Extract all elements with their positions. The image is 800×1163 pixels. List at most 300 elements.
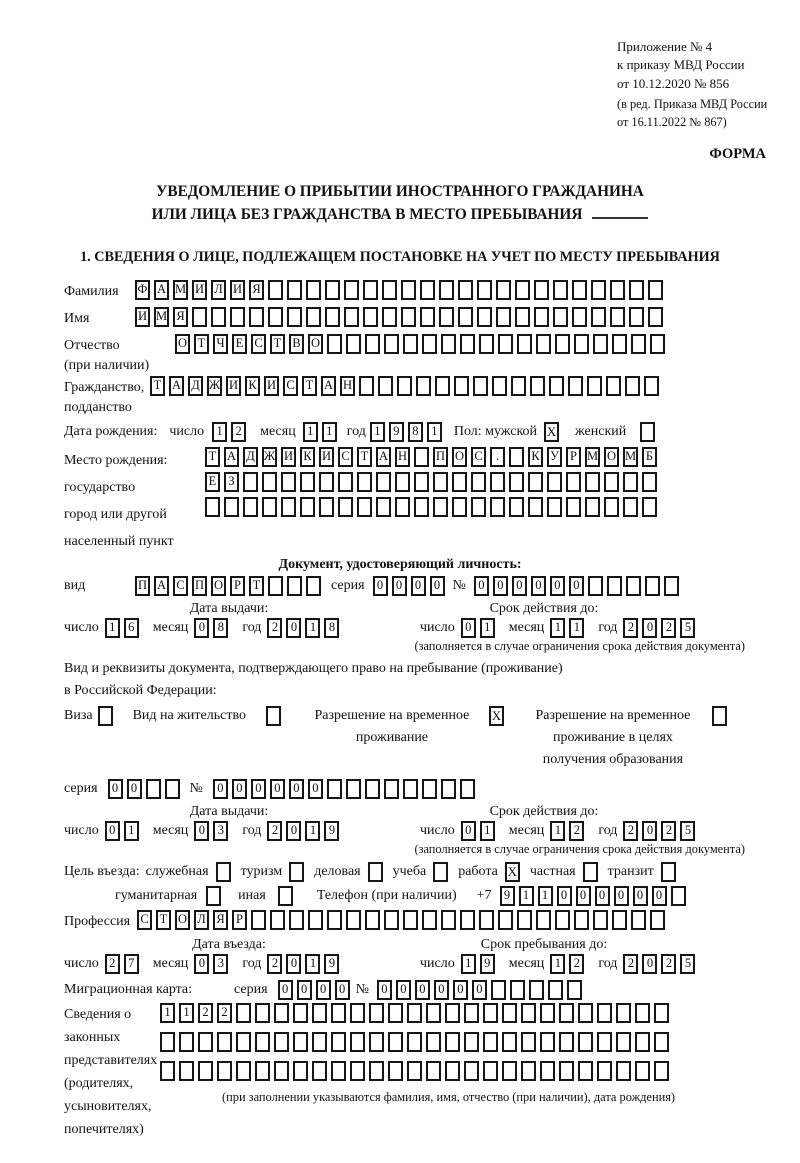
char-cell[interactable] bbox=[642, 497, 657, 517]
char-cell[interactable] bbox=[477, 280, 492, 300]
char-cell[interactable] bbox=[376, 497, 391, 517]
char-cell[interactable]: 1 bbox=[303, 422, 318, 442]
char-cell[interactable]: 9 bbox=[480, 954, 495, 974]
char-cell[interactable]: 2 bbox=[661, 821, 676, 841]
char-cell[interactable]: 1 bbox=[305, 618, 320, 638]
char-cell[interactable] bbox=[439, 307, 454, 327]
char-cell[interactable] bbox=[346, 910, 361, 930]
char-cell[interactable] bbox=[331, 1061, 346, 1081]
char-cell[interactable]: П bbox=[192, 576, 207, 596]
char-cell[interactable] bbox=[536, 910, 551, 930]
char-cell[interactable] bbox=[243, 497, 258, 517]
char-cell[interactable]: Т bbox=[156, 910, 171, 930]
char-cell[interactable] bbox=[496, 280, 511, 300]
char-cell[interactable] bbox=[376, 472, 391, 492]
char-cell[interactable]: 0 bbox=[286, 954, 301, 974]
char-cell[interactable]: 7 bbox=[124, 954, 139, 974]
char-cell[interactable] bbox=[498, 334, 513, 354]
char-cell[interactable] bbox=[471, 472, 486, 492]
char-cell[interactable]: Т bbox=[150, 376, 165, 396]
char-cell[interactable]: 0 bbox=[127, 779, 142, 799]
char-cell[interactable] bbox=[211, 307, 226, 327]
visa-checkbox[interactable] bbox=[98, 706, 113, 726]
char-cell[interactable]: В bbox=[289, 334, 304, 354]
char-cell[interactable]: 2 bbox=[267, 954, 282, 974]
char-cell[interactable] bbox=[198, 1032, 213, 1052]
char-cell[interactable] bbox=[612, 910, 627, 930]
char-cell[interactable]: С bbox=[251, 334, 266, 354]
char-cell[interactable]: 8 bbox=[408, 422, 423, 442]
char-cell[interactable] bbox=[664, 576, 679, 596]
char-cell[interactable] bbox=[344, 280, 359, 300]
char-cell[interactable]: 3 bbox=[213, 954, 228, 974]
char-cell[interactable] bbox=[540, 1003, 555, 1023]
char-cell[interactable]: М bbox=[623, 447, 638, 467]
char-cell[interactable] bbox=[350, 1003, 365, 1023]
char-cell[interactable] bbox=[249, 307, 264, 327]
char-cell[interactable] bbox=[593, 910, 608, 930]
char-cell[interactable] bbox=[319, 497, 334, 517]
char-cell[interactable] bbox=[395, 497, 410, 517]
char-cell[interactable] bbox=[384, 334, 399, 354]
char-cell[interactable]: С bbox=[137, 910, 152, 930]
char-cell[interactable] bbox=[479, 334, 494, 354]
char-cell[interactable] bbox=[407, 1061, 422, 1081]
char-cell[interactable] bbox=[452, 472, 467, 492]
char-cell[interactable]: 1 bbox=[305, 821, 320, 841]
char-cell[interactable] bbox=[378, 376, 393, 396]
purpose-business-checkbox[interactable] bbox=[368, 862, 383, 882]
char-cell[interactable] bbox=[597, 1003, 612, 1023]
char-cell[interactable] bbox=[274, 1003, 289, 1023]
char-cell[interactable] bbox=[568, 376, 583, 396]
char-cell[interactable] bbox=[517, 334, 532, 354]
char-cell[interactable]: М bbox=[173, 280, 188, 300]
char-cell[interactable] bbox=[270, 910, 285, 930]
char-cell[interactable] bbox=[648, 307, 663, 327]
char-cell[interactable] bbox=[572, 307, 587, 327]
char-cell[interactable] bbox=[287, 307, 302, 327]
char-cell[interactable] bbox=[255, 1061, 270, 1081]
char-cell[interactable]: И bbox=[281, 447, 296, 467]
char-cell[interactable]: Л bbox=[211, 280, 226, 300]
char-cell[interactable]: 1 bbox=[305, 954, 320, 974]
char-cell[interactable]: 0 bbox=[453, 980, 468, 1000]
char-cell[interactable] bbox=[654, 1003, 669, 1023]
char-cell[interactable]: 2 bbox=[267, 618, 282, 638]
char-cell[interactable] bbox=[616, 1061, 631, 1081]
edu-residence-checkbox[interactable] bbox=[712, 706, 727, 726]
char-cell[interactable] bbox=[574, 910, 589, 930]
char-cell[interactable] bbox=[490, 497, 505, 517]
char-cell[interactable] bbox=[363, 307, 378, 327]
char-cell[interactable]: Т bbox=[205, 447, 220, 467]
char-cell[interactable]: Я bbox=[173, 307, 188, 327]
char-cell[interactable] bbox=[547, 497, 562, 517]
char-cell[interactable] bbox=[540, 1061, 555, 1081]
char-cell[interactable]: 2 bbox=[105, 954, 120, 974]
char-cell[interactable] bbox=[382, 307, 397, 327]
char-cell[interactable] bbox=[306, 307, 321, 327]
char-cell[interactable] bbox=[230, 307, 245, 327]
char-cell[interactable]: 1 bbox=[550, 821, 565, 841]
char-cell[interactable] bbox=[300, 497, 315, 517]
char-cell[interactable] bbox=[464, 1032, 479, 1052]
char-cell[interactable]: 1 bbox=[212, 422, 227, 442]
char-cell[interactable] bbox=[578, 1003, 593, 1023]
char-cell[interactable]: 2 bbox=[623, 954, 638, 974]
char-cell[interactable]: 0 bbox=[411, 576, 426, 596]
char-cell[interactable]: 0 bbox=[642, 821, 657, 841]
char-cell[interactable]: Р bbox=[232, 910, 247, 930]
purpose-official-checkbox[interactable] bbox=[216, 862, 231, 882]
char-cell[interactable]: 1 bbox=[427, 422, 442, 442]
char-cell[interactable] bbox=[422, 334, 437, 354]
char-cell[interactable]: 0 bbox=[472, 980, 487, 1000]
char-cell[interactable] bbox=[559, 1032, 574, 1052]
char-cell[interactable] bbox=[401, 307, 416, 327]
char-cell[interactable] bbox=[553, 307, 568, 327]
char-cell[interactable] bbox=[515, 307, 530, 327]
char-cell[interactable]: 0 bbox=[474, 576, 489, 596]
char-cell[interactable]: 9 bbox=[324, 954, 339, 974]
char-cell[interactable] bbox=[338, 497, 353, 517]
char-cell[interactable] bbox=[458, 307, 473, 327]
char-cell[interactable]: 1 bbox=[538, 886, 553, 906]
char-cell[interactable]: 5 bbox=[680, 618, 695, 638]
char-cell[interactable]: 9 bbox=[389, 422, 404, 442]
char-cell[interactable] bbox=[528, 472, 543, 492]
char-cell[interactable] bbox=[460, 779, 475, 799]
char-cell[interactable]: Т bbox=[357, 447, 372, 467]
char-cell[interactable] bbox=[585, 497, 600, 517]
char-cell[interactable] bbox=[540, 1032, 555, 1052]
char-cell[interactable] bbox=[654, 1032, 669, 1052]
char-cell[interactable] bbox=[327, 334, 342, 354]
char-cell[interactable]: 0 bbox=[392, 576, 407, 596]
char-cell[interactable]: 0 bbox=[642, 618, 657, 638]
char-cell[interactable]: 0 bbox=[652, 886, 667, 906]
char-cell[interactable] bbox=[604, 472, 619, 492]
char-cell[interactable] bbox=[671, 886, 686, 906]
char-cell[interactable]: Т bbox=[194, 334, 209, 354]
char-cell[interactable]: С bbox=[338, 447, 353, 467]
char-cell[interactable] bbox=[160, 1061, 175, 1081]
char-cell[interactable] bbox=[395, 472, 410, 492]
char-cell[interactable] bbox=[559, 1003, 574, 1023]
char-cell[interactable] bbox=[300, 472, 315, 492]
char-cell[interactable] bbox=[623, 472, 638, 492]
char-cell[interactable]: Б bbox=[642, 447, 657, 467]
char-cell[interactable]: 0 bbox=[213, 779, 228, 799]
char-cell[interactable]: 1 bbox=[550, 954, 565, 974]
char-cell[interactable] bbox=[365, 779, 380, 799]
char-cell[interactable]: 0 bbox=[289, 779, 304, 799]
char-cell[interactable]: 2 bbox=[231, 422, 246, 442]
char-cell[interactable] bbox=[521, 1003, 536, 1023]
char-cell[interactable] bbox=[369, 1003, 384, 1023]
char-cell[interactable] bbox=[287, 576, 302, 596]
char-cell[interactable] bbox=[445, 1061, 460, 1081]
gender-female-checkbox[interactable] bbox=[640, 422, 655, 442]
char-cell[interactable]: 2 bbox=[217, 1003, 232, 1023]
char-cell[interactable] bbox=[312, 1003, 327, 1023]
char-cell[interactable]: 2 bbox=[267, 821, 282, 841]
char-cell[interactable]: А bbox=[169, 376, 184, 396]
purpose-tourism-checkbox[interactable] bbox=[289, 862, 304, 882]
char-cell[interactable] bbox=[268, 280, 283, 300]
char-cell[interactable] bbox=[445, 1003, 460, 1023]
char-cell[interactable]: 0 bbox=[270, 779, 285, 799]
char-cell[interactable] bbox=[365, 334, 380, 354]
char-cell[interactable] bbox=[327, 910, 342, 930]
char-cell[interactable] bbox=[388, 1061, 403, 1081]
char-cell[interactable] bbox=[631, 334, 646, 354]
char-cell[interactable] bbox=[604, 497, 619, 517]
char-cell[interactable] bbox=[274, 1061, 289, 1081]
char-cell[interactable]: 0 bbox=[531, 576, 546, 596]
residence-permit-checkbox[interactable] bbox=[266, 706, 281, 726]
char-cell[interactable] bbox=[262, 497, 277, 517]
char-cell[interactable] bbox=[536, 334, 551, 354]
char-cell[interactable]: И bbox=[319, 447, 334, 467]
char-cell[interactable] bbox=[483, 1003, 498, 1023]
char-cell[interactable]: 0 bbox=[278, 980, 293, 1000]
char-cell[interactable] bbox=[414, 472, 429, 492]
char-cell[interactable] bbox=[479, 910, 494, 930]
char-cell[interactable]: О bbox=[175, 334, 190, 354]
char-cell[interactable]: 1 bbox=[550, 618, 565, 638]
char-cell[interactable]: Д bbox=[188, 376, 203, 396]
char-cell[interactable] bbox=[509, 497, 524, 517]
char-cell[interactable] bbox=[517, 910, 532, 930]
char-cell[interactable] bbox=[498, 910, 513, 930]
char-cell[interactable] bbox=[585, 472, 600, 492]
char-cell[interactable] bbox=[365, 910, 380, 930]
char-cell[interactable] bbox=[287, 280, 302, 300]
char-cell[interactable] bbox=[509, 447, 524, 467]
char-cell[interactable] bbox=[357, 472, 372, 492]
char-cell[interactable] bbox=[268, 307, 283, 327]
char-cell[interactable]: А bbox=[224, 447, 239, 467]
char-cell[interactable] bbox=[388, 1003, 403, 1023]
char-cell[interactable] bbox=[591, 280, 606, 300]
char-cell[interactable] bbox=[293, 1003, 308, 1023]
char-cell[interactable] bbox=[363, 280, 378, 300]
char-cell[interactable] bbox=[268, 576, 283, 596]
char-cell[interactable] bbox=[644, 376, 659, 396]
char-cell[interactable]: 1 bbox=[519, 886, 534, 906]
char-cell[interactable]: С bbox=[283, 376, 298, 396]
char-cell[interactable]: 1 bbox=[124, 821, 139, 841]
char-cell[interactable] bbox=[338, 472, 353, 492]
char-cell[interactable] bbox=[452, 497, 467, 517]
char-cell[interactable] bbox=[529, 980, 544, 1000]
char-cell[interactable] bbox=[205, 497, 220, 517]
char-cell[interactable]: 2 bbox=[661, 618, 676, 638]
char-cell[interactable]: 0 bbox=[373, 576, 388, 596]
char-cell[interactable]: 9 bbox=[324, 821, 339, 841]
char-cell[interactable] bbox=[548, 980, 563, 1000]
char-cell[interactable]: 0 bbox=[576, 886, 591, 906]
char-cell[interactable] bbox=[350, 1061, 365, 1081]
char-cell[interactable] bbox=[433, 497, 448, 517]
char-cell[interactable] bbox=[255, 1032, 270, 1052]
char-cell[interactable]: 0 bbox=[335, 980, 350, 1000]
char-cell[interactable] bbox=[414, 447, 429, 467]
char-cell[interactable]: З bbox=[224, 472, 239, 492]
char-cell[interactable] bbox=[607, 576, 622, 596]
char-cell[interactable] bbox=[492, 376, 507, 396]
char-cell[interactable] bbox=[382, 280, 397, 300]
char-cell[interactable]: Я bbox=[249, 280, 264, 300]
char-cell[interactable]: А bbox=[376, 447, 391, 467]
char-cell[interactable]: Ж bbox=[262, 447, 277, 467]
char-cell[interactable] bbox=[441, 779, 456, 799]
char-cell[interactable] bbox=[445, 1032, 460, 1052]
char-cell[interactable] bbox=[511, 376, 526, 396]
char-cell[interactable] bbox=[331, 1032, 346, 1052]
char-cell[interactable] bbox=[612, 334, 627, 354]
char-cell[interactable]: Н bbox=[340, 376, 355, 396]
char-cell[interactable]: 6 bbox=[124, 618, 139, 638]
char-cell[interactable] bbox=[616, 1003, 631, 1023]
char-cell[interactable] bbox=[574, 334, 589, 354]
char-cell[interactable]: 0 bbox=[557, 886, 572, 906]
char-cell[interactable]: 2 bbox=[198, 1003, 213, 1023]
char-cell[interactable]: К bbox=[245, 376, 260, 396]
char-cell[interactable]: О bbox=[308, 334, 323, 354]
char-cell[interactable]: 0 bbox=[614, 886, 629, 906]
char-cell[interactable]: 0 bbox=[633, 886, 648, 906]
purpose-study-checkbox[interactable] bbox=[433, 862, 448, 882]
char-cell[interactable] bbox=[426, 1061, 441, 1081]
char-cell[interactable] bbox=[530, 376, 545, 396]
char-cell[interactable] bbox=[528, 497, 543, 517]
char-cell[interactable]: 1 bbox=[480, 618, 495, 638]
char-cell[interactable] bbox=[509, 472, 524, 492]
char-cell[interactable] bbox=[559, 1061, 574, 1081]
char-cell[interactable]: 1 bbox=[569, 618, 584, 638]
char-cell[interactable] bbox=[331, 1003, 346, 1023]
char-cell[interactable] bbox=[319, 472, 334, 492]
char-cell[interactable] bbox=[369, 1032, 384, 1052]
char-cell[interactable] bbox=[422, 910, 437, 930]
char-cell[interactable]: Н bbox=[395, 447, 410, 467]
char-cell[interactable] bbox=[566, 497, 581, 517]
char-cell[interactable] bbox=[312, 1061, 327, 1081]
char-cell[interactable]: М bbox=[585, 447, 600, 467]
char-cell[interactable] bbox=[274, 1032, 289, 1052]
char-cell[interactable]: 1 bbox=[322, 422, 337, 442]
char-cell[interactable] bbox=[262, 472, 277, 492]
char-cell[interactable] bbox=[588, 576, 603, 596]
char-cell[interactable]: Д bbox=[243, 447, 258, 467]
char-cell[interactable] bbox=[650, 910, 665, 930]
char-cell[interactable] bbox=[416, 376, 431, 396]
char-cell[interactable]: 0 bbox=[396, 980, 411, 1000]
char-cell[interactable] bbox=[555, 910, 570, 930]
char-cell[interactable] bbox=[625, 376, 640, 396]
char-cell[interactable]: 0 bbox=[251, 779, 266, 799]
char-cell[interactable] bbox=[464, 1061, 479, 1081]
char-cell[interactable]: 0 bbox=[308, 779, 323, 799]
char-cell[interactable] bbox=[422, 779, 437, 799]
char-cell[interactable]: Р bbox=[230, 576, 245, 596]
char-cell[interactable]: Ф bbox=[135, 280, 150, 300]
char-cell[interactable]: М bbox=[154, 307, 169, 327]
char-cell[interactable]: 0 bbox=[194, 821, 209, 841]
char-cell[interactable] bbox=[642, 472, 657, 492]
char-cell[interactable]: Т bbox=[270, 334, 285, 354]
char-cell[interactable]: 5 bbox=[680, 954, 695, 974]
char-cell[interactable] bbox=[477, 307, 492, 327]
char-cell[interactable]: 0 bbox=[493, 576, 508, 596]
char-cell[interactable] bbox=[496, 307, 511, 327]
char-cell[interactable] bbox=[160, 1032, 175, 1052]
char-cell[interactable] bbox=[566, 472, 581, 492]
char-cell[interactable]: 0 bbox=[194, 618, 209, 638]
char-cell[interactable] bbox=[631, 910, 646, 930]
char-cell[interactable]: С bbox=[471, 447, 486, 467]
char-cell[interactable] bbox=[460, 334, 475, 354]
char-cell[interactable] bbox=[502, 1032, 517, 1052]
char-cell[interactable] bbox=[441, 910, 456, 930]
char-cell[interactable]: 0 bbox=[461, 618, 476, 638]
char-cell[interactable] bbox=[293, 1032, 308, 1052]
char-cell[interactable] bbox=[346, 779, 361, 799]
char-cell[interactable]: А bbox=[321, 376, 336, 396]
char-cell[interactable]: 1 bbox=[160, 1003, 175, 1023]
char-cell[interactable]: 0 bbox=[286, 821, 301, 841]
char-cell[interactable]: 0 bbox=[415, 980, 430, 1000]
char-cell[interactable] bbox=[549, 376, 564, 396]
char-cell[interactable]: 2 bbox=[623, 821, 638, 841]
char-cell[interactable]: 5 bbox=[680, 821, 695, 841]
char-cell[interactable] bbox=[593, 334, 608, 354]
char-cell[interactable]: 0 bbox=[550, 576, 565, 596]
char-cell[interactable] bbox=[407, 1032, 422, 1052]
char-cell[interactable] bbox=[464, 1003, 479, 1023]
char-cell[interactable]: 0 bbox=[595, 886, 610, 906]
char-cell[interactable] bbox=[490, 472, 505, 492]
char-cell[interactable] bbox=[236, 1003, 251, 1023]
char-cell[interactable]: Ж bbox=[207, 376, 222, 396]
char-cell[interactable] bbox=[325, 280, 340, 300]
char-cell[interactable]: У bbox=[547, 447, 562, 467]
purpose-other-checkbox[interactable] bbox=[278, 886, 293, 906]
char-cell[interactable] bbox=[654, 1061, 669, 1081]
char-cell[interactable] bbox=[426, 1032, 441, 1052]
char-cell[interactable] bbox=[635, 1032, 650, 1052]
char-cell[interactable]: 0 bbox=[461, 821, 476, 841]
char-cell[interactable]: Р bbox=[566, 447, 581, 467]
char-cell[interactable] bbox=[623, 497, 638, 517]
char-cell[interactable] bbox=[255, 1003, 270, 1023]
char-cell[interactable] bbox=[198, 1061, 213, 1081]
char-cell[interactable] bbox=[648, 280, 663, 300]
char-cell[interactable] bbox=[236, 1032, 251, 1052]
char-cell[interactable] bbox=[521, 1061, 536, 1081]
char-cell[interactable] bbox=[426, 1003, 441, 1023]
char-cell[interactable] bbox=[289, 910, 304, 930]
char-cell[interactable] bbox=[327, 779, 342, 799]
char-cell[interactable]: Т bbox=[302, 376, 317, 396]
char-cell[interactable]: 2 bbox=[569, 821, 584, 841]
char-cell[interactable]: К bbox=[528, 447, 543, 467]
char-cell[interactable] bbox=[179, 1032, 194, 1052]
char-cell[interactable]: 0 bbox=[430, 576, 445, 596]
